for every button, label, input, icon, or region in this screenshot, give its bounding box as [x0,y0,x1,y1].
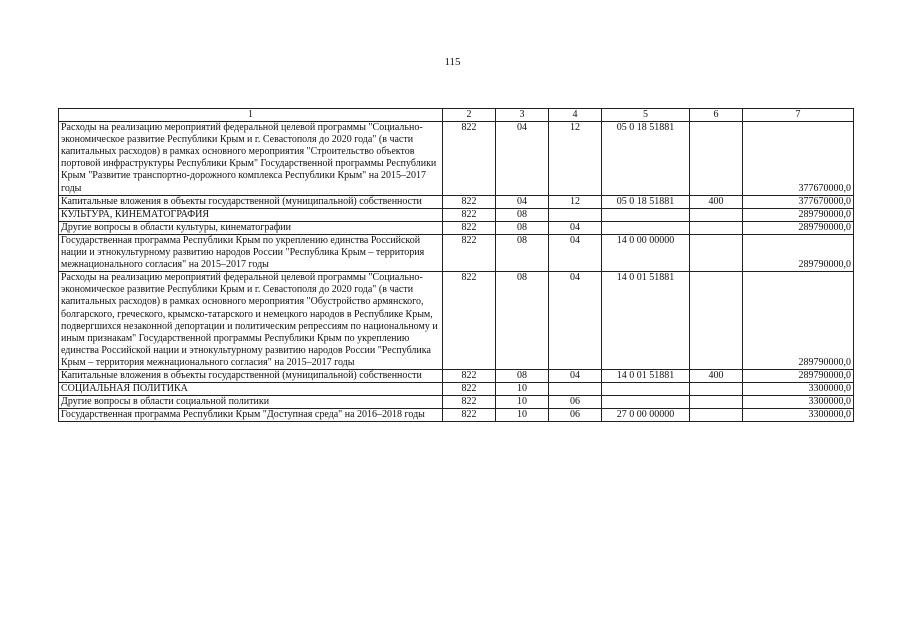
cell-gr: 822 [443,369,496,382]
header-row [59,109,854,122]
row-name: Капитальные вложения в объекты государственной (муниципальной) собственности [59,195,443,208]
header-cell: 1 [59,109,443,122]
page-number: 115 [444,56,461,68]
cell-vr [690,208,743,221]
cell-pr: 04 [549,272,602,370]
row-name: Другие вопросы в области культуры, кинематографии [59,221,443,234]
cell-csr [602,221,690,234]
cell-csr: 14 0 01 51881 [602,272,690,370]
cell-amount: 289790000,0 [743,208,854,221]
cell-amount: 289790000,0 [743,221,854,234]
table-row [59,272,854,370]
cell-vr: 400 [690,195,743,208]
row-name: СОЦИАЛЬНАЯ ПОЛИТИКА [59,383,443,396]
cell-vr [690,221,743,234]
cell-csr [602,396,690,409]
cell-rz: 10 [496,383,549,396]
cell-vr: 400 [690,369,743,382]
cell-pr: 06 [549,396,602,409]
cell-pr: 04 [549,221,602,234]
table-row [59,208,854,221]
cell-pr [549,208,602,221]
cell-csr: 27 0 00 00000 [602,409,690,422]
cell-rz: 10 [496,396,549,409]
row-name: КУЛЬТУРА, КИНЕМАТОГРАФИЯ [59,208,443,221]
row-name: Расходы на реализацию мероприятий федеральной целевой программы "Социально-экономическое развитие Республики Крым и г. Севастополя до 2020 года" (в части капитальных расходов) в рамках основного мероприятия "Обустройство армянского, болгарского, греческого, крымско-татарского и немецкого народов в Республике Крым, подвергшихся незаконной депортации и политическим репрессиям по национальному и иным признакам" Государственной программы Республики Крым по укреплению единства Российской нации и этнокультурному развитию народов России "Республика Крым – территория межнационального согласия" на 2015–2017 годы [59,272,443,370]
cell-vr [690,396,743,409]
cell-amount: 3300000,0 [743,396,854,409]
header-cell: 4 [549,109,602,122]
cell-vr [690,383,743,396]
table-row [59,221,854,234]
cell-csr [602,208,690,221]
cell-amount: 289790000,0 [743,234,854,271]
cell-csr: 14 0 01 51881 [602,369,690,382]
row-name: Государственная программа Республики Крым "Доступная среда" на 2016–2018 годы [59,409,443,422]
cell-amount: 3300000,0 [743,383,854,396]
cell-gr: 822 [443,409,496,422]
cell-amount: 3300000,0 [743,409,854,422]
row-name: Другие вопросы в области социальной политики [59,396,443,409]
row-name: Государственная программа Республики Крым по укреплению единства Российской нации и этнокультурному развитию народов России "Республика Крым – территория межнационального согласия" на 2015–2017 годы [59,234,443,271]
cell-pr [549,383,602,396]
cell-gr: 822 [443,221,496,234]
row-name: Расходы на реализацию мероприятий федеральной целевой программы "Социально-экономическое развитие Республики Крым и г. Севастополя до 2020 года" (в части капитальных расходов) в рамках основного мероприятия "Строительство объектов портовой инфраструктуры Республики Крым" Государственной программы Республики Крым "Развитие транспортно-дорожного комплекса Республики Крым" на 2015–2017 годы [59,122,443,196]
cell-pr: 12 [549,122,602,196]
header-cell: 2 [443,109,496,122]
table-row [59,369,854,382]
cell-gr: 822 [443,396,496,409]
cell-pr: 06 [549,409,602,422]
cell-rz: 08 [496,208,549,221]
cell-rz: 08 [496,369,549,382]
cell-gr: 822 [443,122,496,196]
cell-vr [690,409,743,422]
cell-gr: 822 [443,234,496,271]
cell-pr: 04 [549,234,602,271]
cell-amount: 289790000,0 [743,272,854,370]
budget-table [58,108,854,422]
table-row [59,122,854,196]
cell-gr: 822 [443,208,496,221]
cell-amount: 377670000,0 [743,195,854,208]
cell-rz: 10 [496,409,549,422]
cell-pr: 04 [549,369,602,382]
table-row [59,396,854,409]
cell-gr: 822 [443,383,496,396]
row-name: Капитальные вложения в объекты государственной (муниципальной) собственности [59,369,443,382]
cell-rz: 04 [496,122,549,196]
cell-vr [690,122,743,196]
cell-amount: 289790000,0 [743,369,854,382]
cell-rz: 08 [496,234,549,271]
table-row [59,234,854,271]
cell-csr: 14 0 00 00000 [602,234,690,271]
cell-vr [690,272,743,370]
cell-rz: 08 [496,221,549,234]
cell-gr: 822 [443,272,496,370]
header-cell: 6 [690,109,743,122]
cell-amount: 377670000,0 [743,122,854,196]
header-cell: 7 [743,109,854,122]
cell-rz: 08 [496,272,549,370]
cell-pr: 12 [549,195,602,208]
cell-gr: 822 [443,195,496,208]
table-row [59,195,854,208]
cell-rz: 04 [496,195,549,208]
header-cell: 3 [496,109,549,122]
header-cell: 5 [602,109,690,122]
table-row [59,409,854,422]
cell-vr [690,234,743,271]
cell-csr [602,383,690,396]
cell-csr: 05 0 18 51881 [602,122,690,196]
cell-csr: 05 0 18 51881 [602,195,690,208]
table-row [59,383,854,396]
